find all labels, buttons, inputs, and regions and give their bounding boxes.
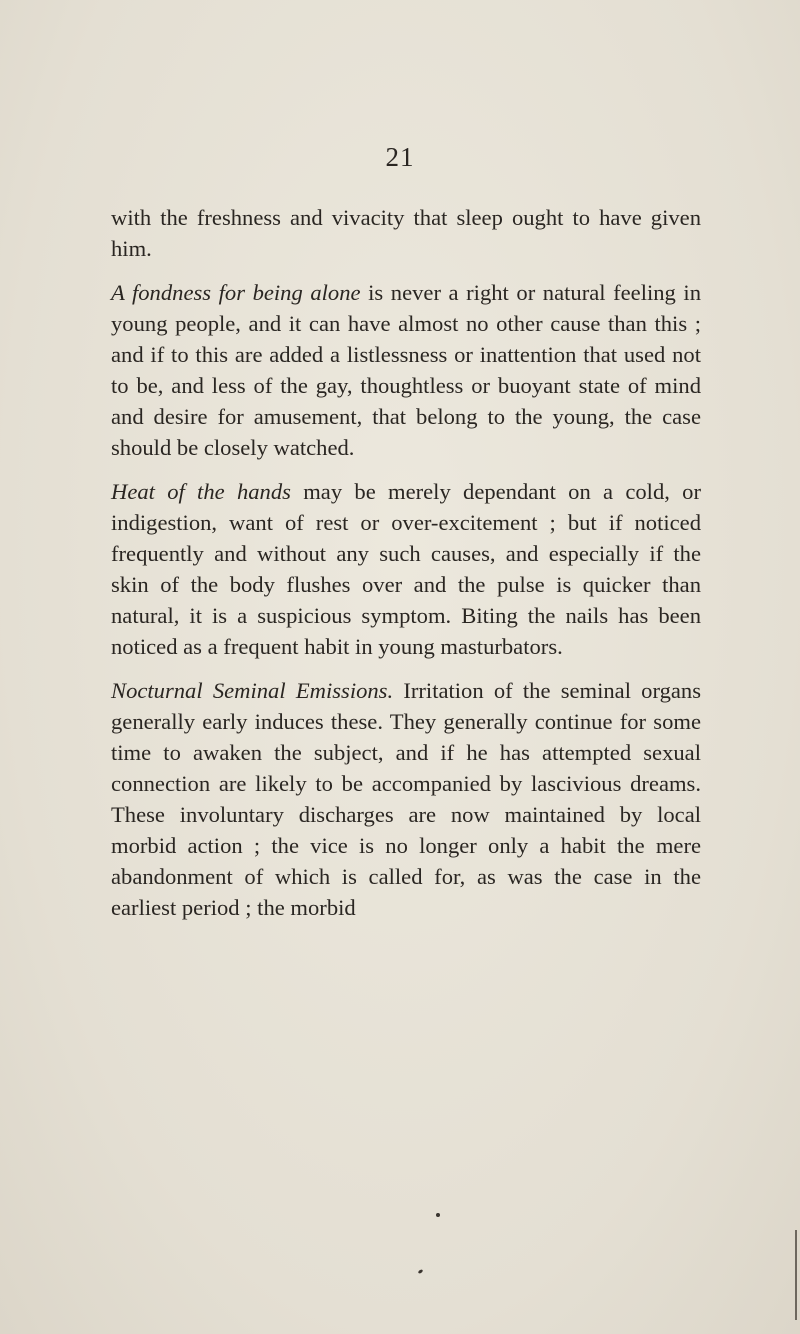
paragraph-lead: Heat of the hands [111,479,291,504]
body-text [111,202,701,936]
paragraph-nocturnal-emissions [111,675,701,923]
paragraph-body: Irritation of the seminal organs generally early induces these. They generally continue for some time to awaken the subject, and if he has attempted sexual connection are likely to be accompanied by lascivious dreams. These involuntary discharges are now maintained by local morbid action ; the vice is no longer only a habit the mere abandonment of which is called for, as was the case in the earliest period ; the morbid [111,678,702,920]
page-number: 21 [385,142,415,172]
paragraph-body: is never a right or natural feeling in young people, and it can have almost no other cause than this ; and if to this are added a listlessness or inattention that used not to be, and less of the gay, thoughtless or buoyant state of mind and desire for amusement, that belong to the young, the case should be closely watched. [111,280,702,460]
ink-speck [436,1213,440,1217]
paragraph-fondness-alone [111,277,701,463]
paragraph-continuation [111,202,701,264]
paragraph-body: with the freshness and vivacity that sleep ought to have given him. [111,205,701,261]
paragraph-lead: Nocturnal Seminal Emissions. [111,678,394,703]
page-edge-mark [795,1230,797,1320]
ink-speck [418,1269,424,1274]
paragraph-lead: A fondness for being alone [111,280,361,305]
paragraph-heat-hands [111,476,701,662]
paragraph-body: may be merely dependant on a cold, or indigestion, want of rest or over-excitement ; but if noticed frequently and without any such causes, and especially if the skin of the body flushes over and the pulse is quicker than natural, it is a suspicious symptom. Biting the nails has been noticed as a frequent habit in young masturbators. [111,479,701,659]
